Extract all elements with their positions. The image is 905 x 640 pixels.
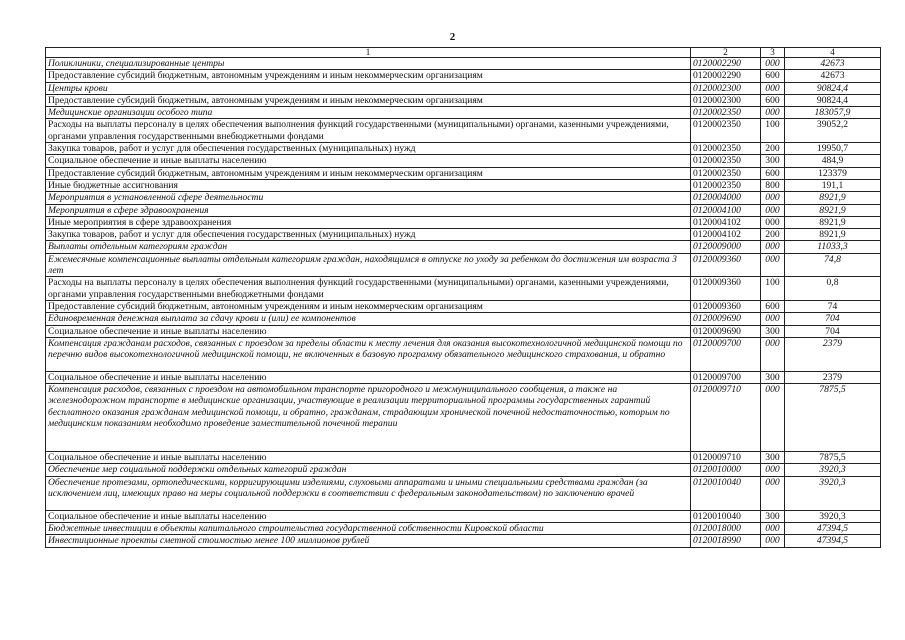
row-type-cell: 000 (761, 337, 785, 371)
table-row (46, 452, 881, 464)
row-name-cell: Социальное обеспечение и иные выплаты населению (46, 452, 691, 464)
row-type-cell: 100 (761, 277, 785, 301)
row-type-cell: 000 (761, 82, 785, 94)
row-name-cell: Социальное обеспечение и иные выплаты населению (46, 371, 691, 383)
row-code-cell: 0120002300 (691, 94, 761, 106)
row-sum-cell: 0,8 (785, 277, 881, 301)
row-sum-cell: 2379 (785, 371, 881, 383)
row-type-cell: 300 (761, 325, 785, 337)
row-name-cell: Выплаты отдельным категориям граждан (46, 241, 691, 253)
row-code-cell: 0120009700 (691, 337, 761, 371)
row-code-cell: 0120004100 (691, 204, 761, 216)
row-type-cell: 000 (761, 384, 785, 452)
table-row (46, 192, 881, 204)
row-type-cell: 600 (761, 167, 785, 179)
table-row (46, 313, 881, 325)
page-number: 2 (449, 31, 456, 43)
row-name-cell: Предоставление субсидий бюджетным, автономным учреждениям и иным некоммерческим организациям (46, 167, 691, 179)
row-code-cell: 0120009360 (691, 300, 761, 312)
row-sum-cell: 3920,3 (785, 464, 881, 476)
row-type-cell: 600 (761, 94, 785, 106)
row-type-cell: 600 (761, 300, 785, 312)
row-code-cell: 0120002350 (691, 167, 761, 179)
table-row (46, 94, 881, 106)
row-name-cell: Инвестиционные проекты сметной стоимостью менее 100 миллионов рублей (46, 535, 691, 547)
row-name-cell: Предоставление субсидий бюджетным, автономным учреждениям и иным некоммерческим организациям (46, 70, 691, 82)
row-code-cell: 0120002350 (691, 143, 761, 155)
table-row (46, 82, 881, 94)
row-type-cell: 000 (761, 192, 785, 204)
table-row (46, 204, 881, 216)
row-type-cell: 300 (761, 510, 785, 522)
row-type-cell: 000 (761, 107, 785, 119)
row-sum-cell: 3920,3 (785, 476, 881, 510)
table-row (46, 253, 881, 277)
table-row (46, 535, 881, 547)
row-sum-cell: 11033,3 (785, 241, 881, 253)
row-sum-cell: 90824,4 (785, 94, 881, 106)
row-sum-cell: 74,8 (785, 253, 881, 277)
table-row (46, 325, 881, 337)
row-code-cell: 0120004000 (691, 192, 761, 204)
row-type-cell: 000 (761, 464, 785, 476)
row-name-cell: Социальное обеспечение и иные выплаты населению (46, 510, 691, 522)
row-type-cell: 300 (761, 452, 785, 464)
table-row (46, 107, 881, 119)
table-row (46, 510, 881, 522)
row-name-cell: Мероприятия в установленной сфере деятельности (46, 192, 691, 204)
row-name-cell: Компенсация расходов, связанных с проездом на автомобильном транспорте пригородного и межмуниципального сообщения, а также на железнодорожном транспорте в медицинские организации, участвующие в реализации территориальной программы государственных гарантий бесплатного оказания гражданам медицинской помощи, и обратно, гражданам, страдающим хронической почечной недостаточностью, которым по медицинским показаниям необходимо проведение заместительной почечной терапии (46, 384, 691, 452)
budget-table (45, 47, 881, 548)
row-name-cell: Иные бюджетные ассигнования (46, 179, 691, 191)
row-sum-cell: 90824,4 (785, 82, 881, 94)
row-name-cell: Расходы на выплаты персоналу в целях обеспечения выполнения функций государственными (муниципальными) органами, казенными учреждениями, органами управления государственными внебюджетными фондами (46, 119, 691, 143)
row-type-cell: 000 (761, 216, 785, 228)
table-row (46, 523, 881, 535)
row-code-cell: 0120018000 (691, 523, 761, 535)
row-sum-cell: 3920,3 (785, 510, 881, 522)
row-code-cell: 0120002350 (691, 107, 761, 119)
row-code-cell: 0120009710 (691, 384, 761, 452)
row-name-cell: Социальное обеспечение и иные выплаты населению (46, 155, 691, 167)
row-name-cell: Поликлиники, специализированные центры (46, 58, 691, 70)
row-code-cell: 0120004102 (691, 216, 761, 228)
row-type-cell: 200 (761, 143, 785, 155)
row-type-cell: 200 (761, 229, 785, 241)
table-row (46, 155, 881, 167)
row-name-cell: Обеспечение мер социальной поддержки отдельных категорий граждан (46, 464, 691, 476)
row-sum-cell: 42673 (785, 58, 881, 70)
header-cell-type: 3 (761, 48, 785, 58)
table-row (46, 337, 881, 371)
row-code-cell: 0120009360 (691, 253, 761, 277)
table-row (46, 464, 881, 476)
row-sum-cell: 8921,9 (785, 229, 881, 241)
row-type-cell: 100 (761, 119, 785, 143)
table-body (46, 58, 881, 548)
row-sum-cell: 47394,5 (785, 535, 881, 547)
row-code-cell: 0120009690 (691, 325, 761, 337)
header-cell-sum: 4 (785, 48, 881, 58)
row-sum-cell: 704 (785, 325, 881, 337)
row-type-cell: 000 (761, 253, 785, 277)
row-sum-cell: 183057,9 (785, 107, 881, 119)
table-row (46, 229, 881, 241)
row-code-cell: 0120009360 (691, 277, 761, 301)
row-code-cell: 0120002300 (691, 82, 761, 94)
row-sum-cell: 39052,2 (785, 119, 881, 143)
table-row (46, 119, 881, 143)
table-row (46, 277, 881, 301)
header-row (46, 48, 881, 58)
table-row (46, 179, 881, 191)
row-sum-cell: 123379 (785, 167, 881, 179)
row-type-cell: 000 (761, 523, 785, 535)
table-row (46, 384, 881, 452)
row-name-cell: Социальное обеспечение и иные выплаты населению (46, 325, 691, 337)
row-name-cell: Единовременная денежная выплата за сдачу крови и (или) ее компонентов (46, 313, 691, 325)
row-sum-cell: 2379 (785, 337, 881, 371)
row-name-cell: Обеспечение протезами, ортопедическими, корригирующими изделиями, слуховыми аппаратами и иными специальными средствами граждан (за исключением лиц, имеющих право на меры социальной поддержки в соответствии с федеральным законодательством) по заключению врачей (46, 476, 691, 510)
row-sum-cell: 8921,9 (785, 216, 881, 228)
row-type-cell: 300 (761, 155, 785, 167)
table-row (46, 167, 881, 179)
row-sum-cell: 8921,9 (785, 192, 881, 204)
row-sum-cell: 484,9 (785, 155, 881, 167)
row-name-cell: Предоставление субсидий бюджетным, автономным учреждениям и иным некоммерческим организациям (46, 94, 691, 106)
row-sum-cell: 47394,5 (785, 523, 881, 535)
row-name-cell: Бюджетные инвестиции в объекты капитального строительства государственной собственности Кировской области (46, 523, 691, 535)
header-cell-code: 2 (691, 48, 761, 58)
table-row (46, 216, 881, 228)
row-code-cell: 0120010040 (691, 510, 761, 522)
row-code-cell: 0120002350 (691, 119, 761, 143)
row-name-cell: Центры крови (46, 82, 691, 94)
row-sum-cell: 8921,9 (785, 204, 881, 216)
row-name-cell: Ежемесячные компенсационные выплаты отдельным категориям граждан, находящимся в отпуске по уходу за ребенком до достижения им возраста 3 лет (46, 253, 691, 277)
row-code-cell: 0120002350 (691, 179, 761, 191)
row-name-cell: Мероприятия в сфере здравоохранения (46, 204, 691, 216)
row-code-cell: 0120009690 (691, 313, 761, 325)
row-code-cell: 0120002350 (691, 155, 761, 167)
row-name-cell: Закупка товаров, работ и услуг для обеспечения государственных (муниципальных) нужд (46, 143, 691, 155)
row-name-cell: Компенсация гражданам расходов, связанных с проездом за пределы области к месту лечения для оказания высокотехнологичной медицинской помощи по перечню видов высокотехнологичной медицинской помощи, не включенных в базовую программу обязательного медицинского страхования, и обратно (46, 337, 691, 371)
table-row (46, 371, 881, 383)
row-sum-cell: 191,1 (785, 179, 881, 191)
row-code-cell: 0120010040 (691, 476, 761, 510)
row-sum-cell: 74 (785, 300, 881, 312)
table-row (46, 241, 881, 253)
row-code-cell: 0120002290 (691, 70, 761, 82)
row-type-cell: 800 (761, 179, 785, 191)
row-code-cell: 0120009000 (691, 241, 761, 253)
row-code-cell: 0120004102 (691, 229, 761, 241)
row-type-cell: 000 (761, 204, 785, 216)
row-type-cell: 300 (761, 371, 785, 383)
row-type-cell: 000 (761, 58, 785, 70)
row-sum-cell: 42673 (785, 70, 881, 82)
row-name-cell: Расходы на выплаты персоналу в целях обеспечения выполнения функций государственными (муниципальными) органами, казенными учреждениями, органами управления государственными внебюджетными фондами (46, 277, 691, 301)
row-name-cell: Медицинские организации особого типа (46, 107, 691, 119)
row-sum-cell: 7875,5 (785, 384, 881, 452)
row-name-cell: Иные мероприятия в сфере здравоохранения (46, 216, 691, 228)
row-type-cell: 600 (761, 70, 785, 82)
row-name-cell: Предоставление субсидий бюджетным, автономным учреждениям и иным некоммерческим организациям (46, 300, 691, 312)
row-code-cell: 0120018990 (691, 535, 761, 547)
row-code-cell: 0120010000 (691, 464, 761, 476)
table-row (46, 300, 881, 312)
row-type-cell: 000 (761, 241, 785, 253)
row-sum-cell: 704 (785, 313, 881, 325)
row-type-cell: 000 (761, 535, 785, 547)
table-row (46, 476, 881, 510)
table-row (46, 143, 881, 155)
row-code-cell: 0120009700 (691, 371, 761, 383)
row-sum-cell: 19950,7 (785, 143, 881, 155)
row-name-cell: Закупка товаров, работ и услуг для обеспечения государственных (муниципальных) нужд (46, 229, 691, 241)
table-row (46, 70, 881, 82)
header-cell-name: 1 (46, 48, 691, 58)
row-code-cell: 0120009710 (691, 452, 761, 464)
row-sum-cell: 7875,5 (785, 452, 881, 464)
row-type-cell: 000 (761, 476, 785, 510)
row-code-cell: 0120002290 (691, 58, 761, 70)
row-type-cell: 000 (761, 313, 785, 325)
table-row (46, 58, 881, 70)
